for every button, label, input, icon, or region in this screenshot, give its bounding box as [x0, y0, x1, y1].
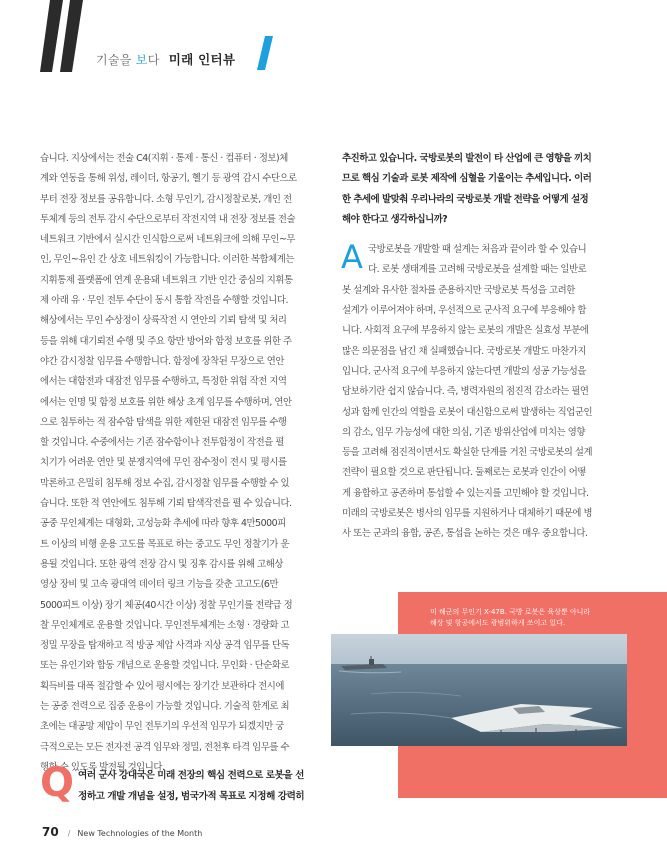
text-line: 초에는 대공망 제압이 무인 전투기의 우선적 임무가 되겠지만 궁: [40, 721, 285, 733]
text-line: 미래의 국방로봇은 병사의 임무를 지원하거나 대체하기 때문에 병: [342, 508, 593, 520]
text-line: 등을 위해 대기뢰전 수행 및 주요 항만 방어와 함정 보호를 위한 주: [40, 335, 292, 347]
text-line: 해상에서는 무인 수상정이 상륙작전 시 연안의 기뢰 탐색 및 처리: [40, 315, 287, 327]
text-line: 영상 장비 및 고속 광대역 데이터 링크 기능을 갖춘 고고도(6만: [40, 579, 279, 591]
text-line: 므로 핵심 기술과 로봇 제작에 심혈을 기울이는 추세입니다. 이러: [342, 173, 592, 185]
text-line: 행할 수 있도록 발전될 것입니다.: [40, 761, 165, 773]
page-footer: [42, 825, 202, 839]
photo-caption: [430, 607, 645, 629]
blue-slash-accent: [257, 36, 273, 70]
text-line: 인, 무인~유인 간 상호 네트워킹이 가능합니다. 이러한 복합체계는: [40, 254, 294, 266]
text-line: 막론하고 은밀히 침투해 정보 수집, 감시정찰 임무를 수행할 수 있: [40, 477, 290, 489]
question-initial: Q: [40, 760, 75, 806]
question-text: [78, 766, 304, 807]
answer-initial: A: [341, 238, 363, 276]
text-line: 해야 한다고 생각하십니까?: [342, 213, 448, 225]
text-line: 한 추세에 발맞춰 우리나라의 국방로봇 개발 전략을 어떻게 설정: [342, 193, 589, 205]
text-line: 야간 감시정찰 임무를 수행합니다. 함정에 장착된 무장으로 연안: [40, 355, 285, 367]
drone-over-sea-photo: [331, 634, 627, 746]
text-line: 성과 함께 인간의 역할을 로봇이 대신함으로써 발생하는 직업군인: [342, 406, 593, 418]
footer-separator: /: [67, 829, 71, 838]
text-line: 다. 로봇 생태계를 고려해 국방로봇을 설계할 때는 일반로: [368, 264, 587, 276]
text-line: 투체계 등의 전투 감시 수단으로부터 작전지역 내 전장 정보를 전술: [40, 213, 296, 225]
text-line: 계와 연동을 통해 위성, 레이더, 항공기, 헬기 등 광역 감시 수단으로: [40, 173, 297, 185]
text-line: 트 이상의 비행 운용 고도를 목표로 하는 중고도 무인 정찰기가 운: [40, 538, 290, 550]
text-line: 습니다. 지상에서는 전술 C4(지휘 · 통제 · 통신 · 컴퓨터 · 정보)체: [40, 153, 288, 164]
text-line: 5000피트 이상) 장기 체공(40시간 이상) 정찰 무인기를 전략급 정: [40, 599, 293, 611]
left-column-text: [40, 149, 318, 778]
text-line: 미 해군의 무인기 X-47B. 국방 로봇은 육상뿐 아니라: [430, 608, 591, 616]
text-line: 극적으로는 모든 전자전 공격 임무와 정밀, 전천후 타격 임무를 수: [40, 741, 290, 753]
text-line: 공중 무인체계는 대형화, 고성능화 추세에 따라 향후 4만5000피: [40, 518, 286, 530]
section-label-post: 다: [147, 53, 160, 67]
text-line: 게 융합하고 공존하며 통섭할 수 있는지를 고민해야 할 것입니다.: [342, 487, 589, 499]
text-line: 습니다. 또한 적 연안에도 침투해 기뢰 탐색작전을 펼 수 있습니다.: [40, 498, 292, 510]
text-line: 용될 것입니다. 또한 광역 전장 감시 및 징후 감시를 위해 고해상: [40, 558, 283, 570]
text-line: 추진하고 있습니다. 국방로봇의 발전이 타 산업에 큰 영향을 끼치: [342, 153, 592, 164]
text-line: 등을 고려해 점진적이면서도 확실한 단계를 거친 국방로봇의 설계: [342, 447, 593, 459]
text-line: 봇 설계와 유사한 절차를 준용하지만 국방로봇 특성을 고려한: [342, 284, 575, 296]
text-line: 담보하기란 쉽지 않습니다. 즉, 병력자원의 점진적 감소라는 필연: [342, 386, 589, 398]
text-line: 에서는 대함전과 대잠전 임무를 수행하고, 특정한 위험 작전 지역: [40, 376, 287, 388]
page-title: 미래 인터뷰: [168, 52, 236, 67]
text-line: 지휘통제 플랫폼에 연계 운용돼 네트워크 기반 인간 중심의 지휘통: [40, 274, 293, 286]
text-line: 할 것입니다. 수중에서는 기존 잠수함이나 전투함정이 작전을 펼: [40, 437, 285, 449]
text-line: 설계가 이루어져야 하며, 우선적으로 군사적 요구에 부응해야 합: [342, 305, 587, 317]
text-line: 해상 및 항공에서도 광범위하게 쓰이고 있다.: [430, 619, 566, 627]
text-line: 는 공중 전력으로 집중 운용이 가능할 것입니다. 기술적 한계로 최: [40, 701, 290, 713]
text-line: 네트워크 기반에서 실시간 인식함으로써 네트워크에 의해 무인~무: [40, 234, 295, 246]
text-line: 에서는 인명 및 함정 보호를 위한 해상 초계 임무를 수행하며, 연안: [40, 396, 292, 408]
answer-text: [342, 240, 630, 544]
text-line: 많은 의문점을 남긴 채 실패했습니다. 국방로봇 개발도 마찬가지: [342, 345, 587, 357]
text-line: 정하고 개발 개념을 설정, 범국가적 목표로 지정해 강력히: [78, 790, 305, 802]
text-line: 찰 무인체계로 운용할 것입니다. 무인전투체계는 소형 · 경량화 고: [40, 619, 290, 631]
magazine-name: New Technologies of the Month: [77, 829, 203, 838]
text-line: 제 아래 유 · 무인 전투 수단이 동시 통합 작전을 수행할 것입니다.: [40, 295, 289, 307]
text-line: 여러 군사 강대국은 미래 전장의 핵심 전력으로 로봇을 선: [78, 770, 304, 781]
text-line: 입니다. 군사적 요구에 부응하지 않는다면 개발의 성공 가능성을: [342, 365, 587, 377]
text-line: 사 또는 군과의 융합, 공존, 통섭을 논하는 것은 매우 중요합니다.: [342, 528, 588, 540]
text-line: 의 감소, 임무 가능성에 대한 의심, 기존 방위산업에 미치는 영향: [342, 426, 585, 438]
text-line: 획득비를 대폭 절감할 수 있어 평시에는 장기간 보관하다 전시에: [40, 680, 285, 692]
section-label-pre: 기술을: [96, 53, 136, 67]
text-line: 정밀 무장을 탑재하고 적 방공 제압 사격과 지상 공격 임무를 단독: [40, 640, 290, 652]
right-column-text: [342, 149, 630, 545]
text-line: 으로 침투하는 적 잠수함 탐색을 위한 제한된 대잠전 임무를 수행: [40, 416, 287, 428]
text-line: 니다. 사회적 요구에 부응하지 않는 로봇의 개발은 실효성 부분에: [342, 325, 589, 337]
question-continuation: [342, 149, 630, 230]
text-line: 치기가 어려운 연안 및 분쟁지역에 무인 잠수정이 전시 및 평시를: [40, 457, 287, 469]
text-line: 전략이 필요할 것으로 판단됩니다. 둘째로는 로봇과 인간이 어떻: [342, 467, 587, 479]
text-line: 또는 유인기와 합동 개념으로 운용할 것입니다. 무인화 · 단순화로: [40, 660, 290, 672]
text-line: 부터 전장 정보를 공유합니다. 소형 무인기, 감시정찰로봇, 개인 전: [40, 193, 292, 205]
section-title: [96, 50, 235, 68]
text-line: 국방로봇을 개발할 때 설계는 처음과 끝이라 할 수 있습니: [368, 244, 587, 256]
section-label-highlight: 보: [135, 53, 148, 67]
page-number: 70: [42, 825, 59, 839]
